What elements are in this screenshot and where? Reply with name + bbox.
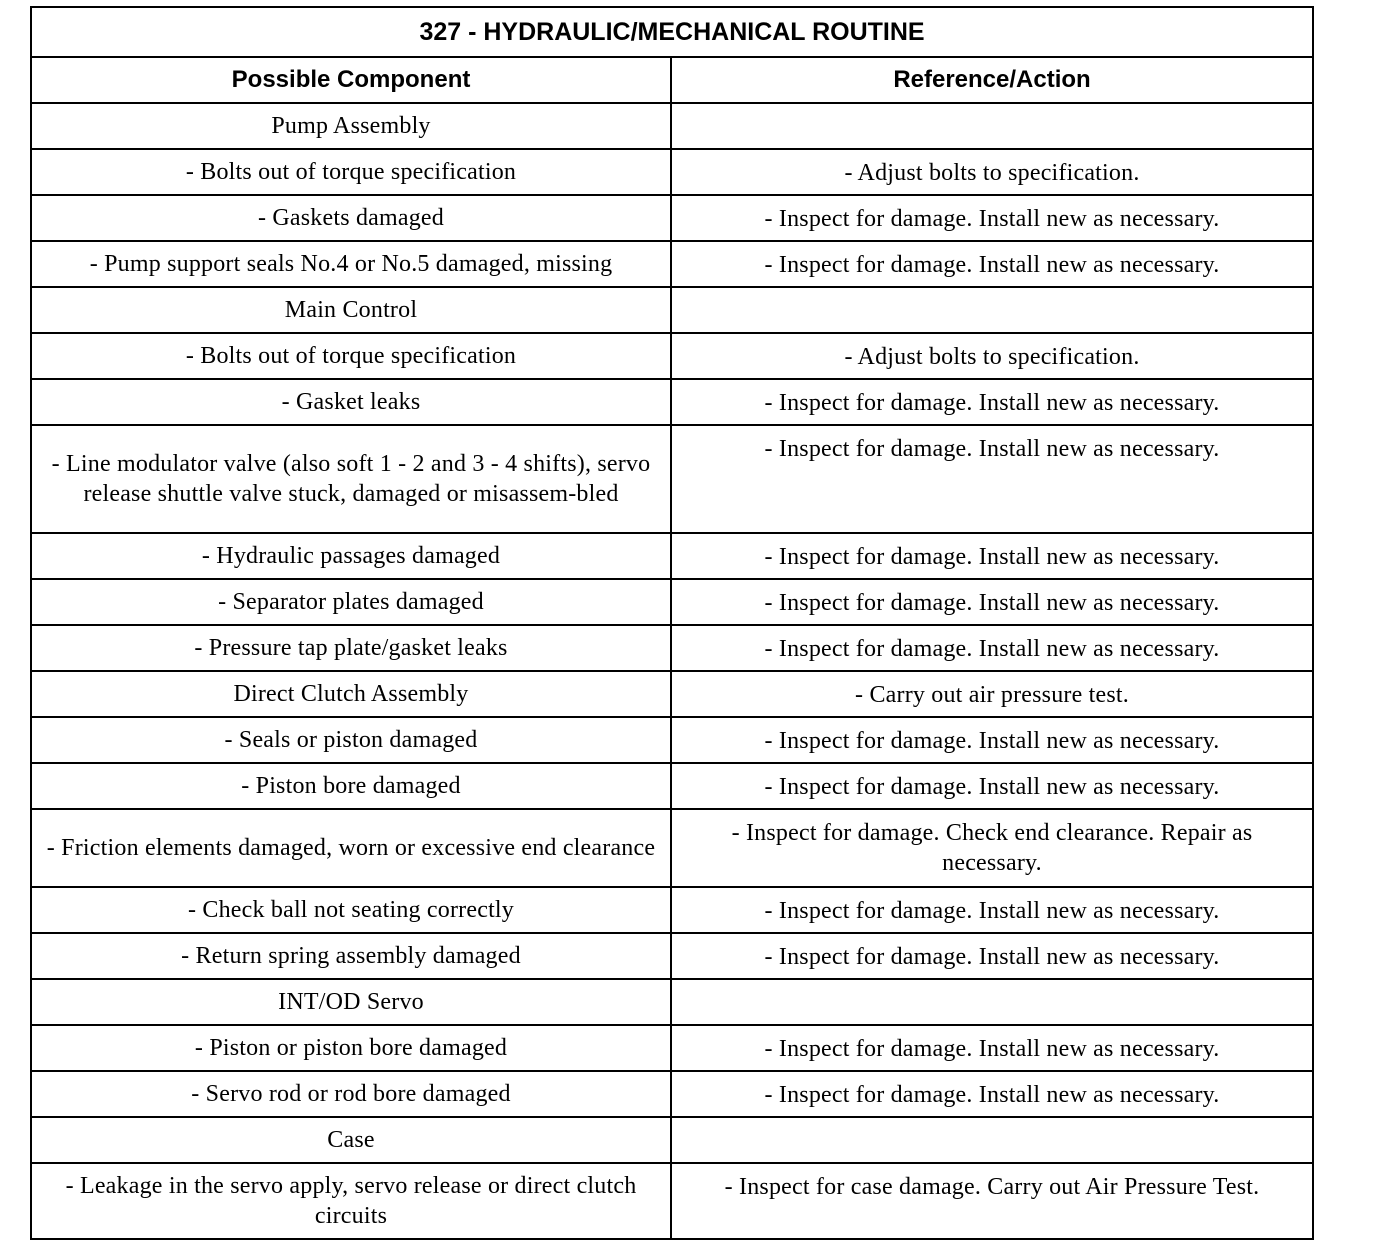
header-row (31, 57, 1313, 103)
table-row (31, 579, 1313, 625)
table-row (31, 1071, 1313, 1117)
table-row (31, 763, 1313, 809)
action-cell: - Carry out air pressure test. (671, 671, 1313, 717)
action-cell: - Inspect for damage. Install new as necessary. (671, 717, 1313, 763)
action-cell: - Inspect for damage. Install new as necessary. (671, 887, 1313, 933)
table-row (31, 625, 1313, 671)
component-cell: - Gaskets damaged (31, 195, 671, 241)
action-cell: - Inspect for damage. Install new as necessary. (671, 625, 1313, 671)
table-row (31, 979, 1313, 1025)
component-cell: - Pump support seals No.4 or No.5 damaged, missing (31, 241, 671, 287)
action-cell: - Adjust bolts to specification. (671, 149, 1313, 195)
table-row (31, 287, 1313, 333)
table-row (31, 1163, 1313, 1239)
component-cell: - Pressure tap plate/gasket leaks (31, 625, 671, 671)
table-row (31, 379, 1313, 425)
table-row (31, 103, 1313, 149)
component-cell: - Separator plates damaged (31, 579, 671, 625)
action-cell: - Inspect for damage. Install new as necessary. (671, 1071, 1313, 1117)
component-cell: Pump Assembly (31, 103, 671, 149)
action-cell: - Inspect for damage. Install new as necessary. (671, 1025, 1313, 1071)
action-cell: - Adjust bolts to specification. (671, 333, 1313, 379)
action-cell: - Inspect for damage. Install new as necessary. (671, 379, 1313, 425)
component-cell: - Bolts out of torque specification (31, 149, 671, 195)
action-cell: - Inspect for damage. Install new as necessary. (671, 933, 1313, 979)
action-cell: - Inspect for case damage. Carry out Air Pressure Test. (671, 1163, 1313, 1239)
table-row (31, 809, 1313, 887)
table-row (31, 533, 1313, 579)
table-row (31, 333, 1313, 379)
component-cell: - Leakage in the servo apply, servo release or direct clutch circuits (31, 1163, 671, 1239)
component-cell: - Hydraulic passages damaged (31, 533, 671, 579)
component-cell: - Piston bore damaged (31, 763, 671, 809)
action-cell: - Inspect for damage. Install new as necessary. (671, 579, 1313, 625)
component-cell: INT/OD Servo (31, 979, 671, 1025)
component-cell: - Return spring assembly damaged (31, 933, 671, 979)
table-row (31, 1025, 1313, 1071)
action-cell (671, 1117, 1313, 1163)
component-cell: Main Control (31, 287, 671, 333)
table-row (31, 1117, 1313, 1163)
table-row (31, 887, 1313, 933)
table-row (31, 717, 1313, 763)
component-cell: - Gasket leaks (31, 379, 671, 425)
component-cell: - Line modulator valve (also soft 1 - 2 and 3 - 4 shifts), servo release shuttle valve stuck, damaged or misassem-bled (31, 425, 671, 533)
action-cell: - Inspect for damage. Install new as necessary. (671, 763, 1313, 809)
action-cell (671, 979, 1313, 1025)
table-row (31, 195, 1313, 241)
component-cell: - Check ball not seating correctly (31, 887, 671, 933)
header-reference-action: Reference/Action (671, 57, 1313, 103)
action-cell: - Inspect for damage. Install new as necessary. (671, 533, 1313, 579)
routine-table (30, 6, 1314, 1240)
table-body (31, 103, 1313, 1239)
action-cell: - Inspect for damage. Install new as necessary. (671, 241, 1313, 287)
table-row (31, 671, 1313, 717)
table-row (31, 149, 1313, 195)
table-row (31, 425, 1313, 533)
header-possible-component: Possible Component (31, 57, 671, 103)
table-title: 327 - HYDRAULIC/MECHANICAL ROUTINE (31, 7, 1313, 57)
action-cell: - Inspect for damage. Check end clearance. Repair as necessary. (671, 809, 1313, 887)
action-cell: - Inspect for damage. Install new as necessary. (671, 425, 1313, 533)
component-cell: - Seals or piston damaged (31, 717, 671, 763)
action-cell: - Inspect for damage. Install new as necessary. (671, 195, 1313, 241)
component-cell: Case (31, 1117, 671, 1163)
table-row (31, 933, 1313, 979)
action-cell (671, 287, 1313, 333)
title-row (31, 7, 1313, 57)
component-cell: - Piston or piston bore damaged (31, 1025, 671, 1071)
action-cell (671, 103, 1313, 149)
component-cell: - Friction elements damaged, worn or excessive end clearance (31, 809, 671, 887)
component-cell: - Servo rod or rod bore damaged (31, 1071, 671, 1117)
table-row (31, 241, 1313, 287)
component-cell: - Bolts out of torque specification (31, 333, 671, 379)
component-cell: Direct Clutch Assembly (31, 671, 671, 717)
